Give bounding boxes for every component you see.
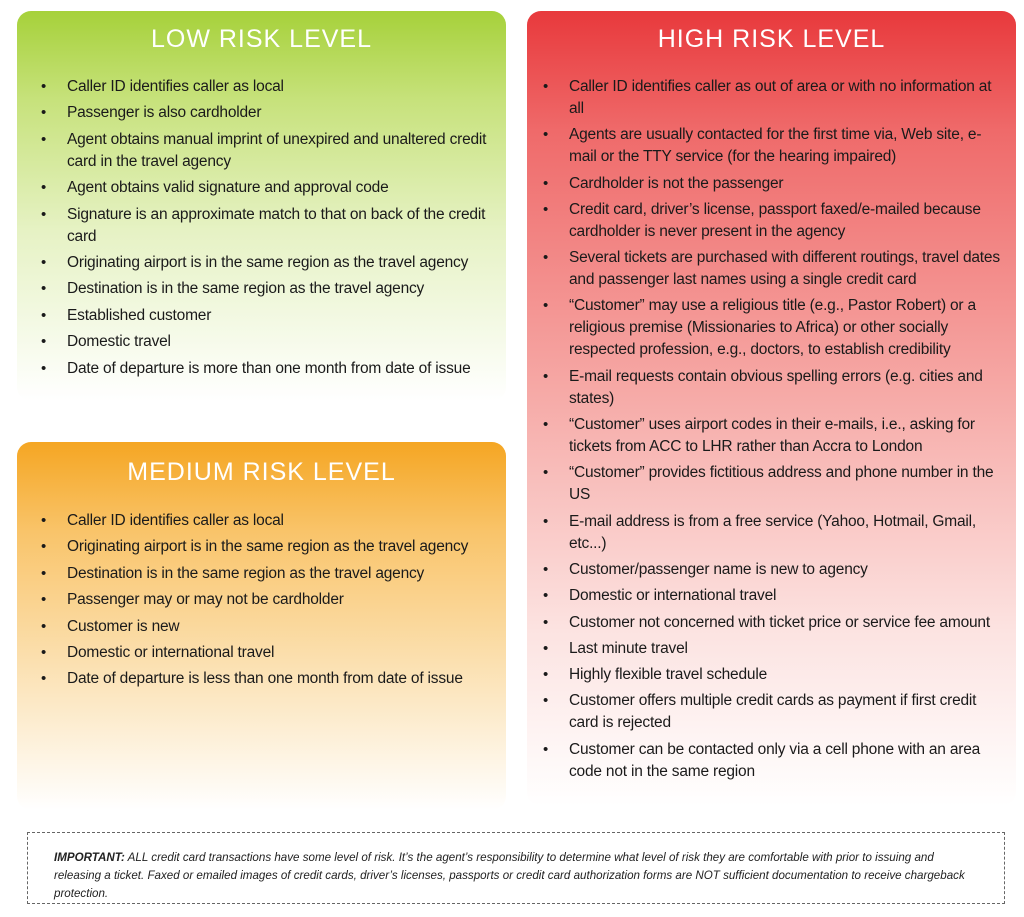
bullet-icon: • <box>543 740 549 758</box>
list-item-text: Cardholder is not the passenger <box>569 174 784 192</box>
list-item <box>35 252 490 274</box>
bullet-icon: • <box>41 179 47 197</box>
list-item-text: Credit card, driver’s license, passport faxed/e-mailed because cardholder is never present in the agency <box>569 200 981 240</box>
bullet-icon: • <box>543 78 549 95</box>
list-item-text: Signature is an approximate match to that on back of the credit card <box>67 205 486 245</box>
bullet-icon: • <box>41 78 47 95</box>
bullet-icon: • <box>41 359 47 377</box>
important-text: ALL credit card transactions have some level of risk. It’s the agent’s responsibility to determine what level of risk they are comfortable with prior to issuing and releasing a ticket. Faxed or emailed images of credit cards, driver’s licenses, passports or credit card authorization forms are NOT sufficient documentation to receive chargeback protection. <box>54 851 965 900</box>
list-item <box>537 739 1007 783</box>
list-item <box>537 690 1007 734</box>
bullet-icon: • <box>543 613 549 631</box>
list-item <box>537 173 1007 195</box>
list-item <box>35 305 490 327</box>
list-item-text: Caller ID identifies caller as out of area or with no information at all <box>569 78 992 117</box>
list-item-text: Customer is new <box>67 617 180 635</box>
list-item <box>537 124 1007 168</box>
bullet-icon: • <box>543 126 549 144</box>
list-item <box>537 664 1007 686</box>
high-risk-list <box>537 76 1007 787</box>
list-item <box>537 199 1007 243</box>
important-notice <box>27 832 1005 904</box>
bullet-icon: • <box>41 538 47 556</box>
list-item <box>35 204 490 248</box>
list-item <box>35 102 490 124</box>
bullet-icon: • <box>543 587 549 605</box>
medium-risk-panel <box>17 442 506 810</box>
list-item-text: Passenger may or may not be cardholder <box>67 591 344 609</box>
list-item-text: Domestic or international travel <box>569 587 777 605</box>
bullet-icon: • <box>41 205 47 223</box>
bullet-icon: • <box>41 643 47 661</box>
list-item-text: Date of departure is less than one month from date of issue <box>67 670 463 688</box>
list-item-text: Customer offers multiple credit cards as payment if first credit card is rejected <box>569 692 977 732</box>
bullet-icon: • <box>543 512 549 530</box>
list-item-text: E-mail address is from a free service (Yahoo, Hotmail, Gmail, etc...) <box>569 512 977 552</box>
list-item-text: Domestic or international travel <box>67 643 275 661</box>
list-item-text: Caller ID identifies caller as local <box>67 78 284 95</box>
list-item-text: Several tickets are purchased with different routings, travel dates and passenger last names using a single credit card <box>569 249 1000 289</box>
list-item-text: Domestic travel <box>67 333 171 351</box>
list-item <box>35 668 490 690</box>
bullet-icon: • <box>543 560 549 578</box>
list-item <box>537 511 1007 555</box>
list-item <box>537 612 1007 634</box>
list-item-text: Highly flexible travel schedule <box>569 666 767 684</box>
list-item-text: Established customer <box>67 306 212 324</box>
bullet-icon: • <box>543 692 549 710</box>
low-risk-list <box>35 76 490 384</box>
list-item <box>35 616 490 638</box>
list-item <box>537 414 1007 458</box>
bullet-icon: • <box>41 253 47 271</box>
bullet-icon: • <box>41 130 47 148</box>
list-item <box>35 358 490 380</box>
list-item-text: Destination is in the same region as the travel agency <box>67 564 425 582</box>
list-item <box>35 563 490 585</box>
bullet-icon: • <box>41 333 47 351</box>
list-item <box>35 510 490 532</box>
list-item-text: “Customer” may use a religious title (e.g., Pastor Robert) or a religious premise (Missionaries to Africa) or other socially respected profession, e.g., doctors, to establish credibility <box>569 297 976 359</box>
list-item <box>35 76 490 98</box>
list-item-text: Agent obtains valid signature and approval code <box>67 179 389 197</box>
list-item <box>537 366 1007 410</box>
bullet-icon: • <box>543 639 549 657</box>
bullet-icon: • <box>543 464 549 482</box>
bullet-icon: • <box>543 200 549 218</box>
list-item-text: Customer can be contacted only via a cell phone with an area code not in the same region <box>569 740 981 780</box>
list-item-text: Customer/passenger name is new to agency <box>569 560 868 578</box>
list-item-text: Originating airport is in the same region as the travel agency <box>67 253 469 271</box>
list-item <box>35 177 490 199</box>
bullet-icon: • <box>41 512 47 529</box>
bullet-icon: • <box>41 617 47 635</box>
list-item-text: Caller ID identifies caller as local <box>67 512 284 529</box>
list-item <box>537 462 1007 506</box>
important-label: IMPORTANT: <box>54 851 125 864</box>
list-item-text: Date of departure is more than one month from date of issue <box>67 359 471 377</box>
high-risk-panel <box>527 11 1016 806</box>
list-item <box>35 331 490 353</box>
list-item <box>35 129 490 173</box>
list-item <box>35 536 490 558</box>
bullet-icon: • <box>543 297 549 315</box>
bullet-icon: • <box>41 280 47 298</box>
list-item-text: “Customer” uses airport codes in their e-mails, i.e., asking for tickets from ACC to LHR rather than Accra to London <box>569 416 975 456</box>
list-item-text: Last minute travel <box>569 639 688 657</box>
list-item-text: E-mail requests contain obvious spelling errors (e.g. cities and states) <box>569 367 983 407</box>
medium-risk-list <box>35 510 490 695</box>
list-item <box>35 278 490 300</box>
bullet-icon: • <box>543 367 549 385</box>
bullet-icon: • <box>41 591 47 609</box>
list-item <box>537 638 1007 660</box>
medium-risk-title: MEDIUM RISK LEVEL <box>127 458 396 486</box>
high-risk-title: HIGH RISK LEVEL <box>657 25 886 53</box>
bullet-icon: • <box>543 249 549 267</box>
list-item-text: Destination is in the same region as the travel agency <box>67 280 425 298</box>
list-item <box>537 295 1007 361</box>
list-item <box>537 76 1007 120</box>
bullet-icon: • <box>41 306 47 324</box>
list-item <box>35 642 490 664</box>
bullet-icon: • <box>543 666 549 684</box>
bullet-icon: • <box>41 104 47 122</box>
low-risk-panel <box>17 11 506 401</box>
list-item <box>537 585 1007 607</box>
list-item-text: Customer not concerned with ticket price or service fee amount <box>569 613 990 631</box>
list-item-text: Originating airport is in the same region as the travel agency <box>67 538 469 556</box>
bullet-icon: • <box>41 564 47 582</box>
list-item <box>537 559 1007 581</box>
list-item-text: Agents are usually contacted for the first time via, Web site, e-mail or the TTY service (for the hearing impaired) <box>569 126 982 166</box>
bullet-icon: • <box>543 174 549 192</box>
low-risk-title: LOW RISK LEVEL <box>150 25 373 53</box>
list-item-text: “Customer” provides fictitious address and phone number in the US <box>569 464 994 504</box>
list-item-text: Agent obtains manual imprint of unexpired and unaltered credit card in the travel agency <box>67 130 487 170</box>
bullet-icon: • <box>543 416 549 434</box>
bullet-icon: • <box>41 670 47 688</box>
list-item-text: Passenger is also cardholder <box>67 104 262 122</box>
list-item <box>537 247 1007 291</box>
list-item <box>35 589 490 611</box>
